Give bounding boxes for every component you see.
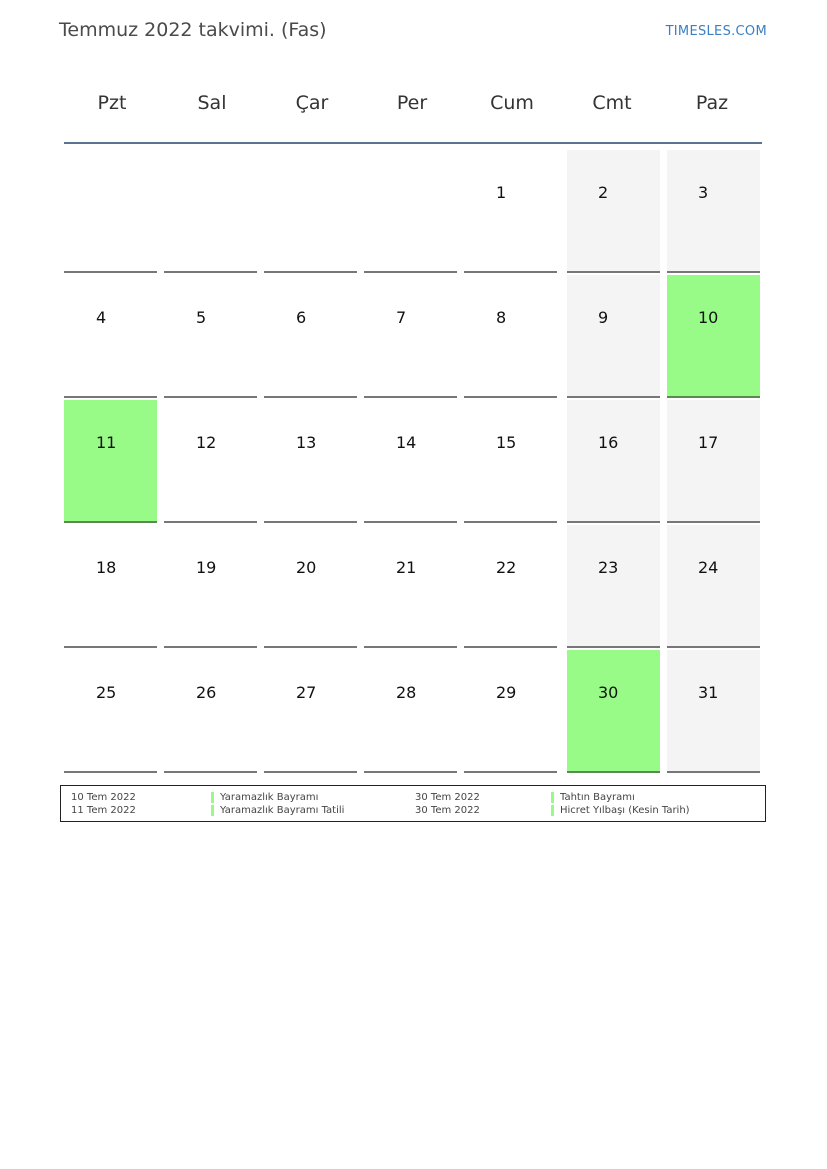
- day-cell-background: [667, 400, 760, 523]
- day-cell-background: [364, 150, 457, 273]
- holiday-day-cell: [562, 648, 662, 773]
- day-number: 22: [496, 558, 517, 577]
- weekday-label: Cum: [490, 92, 534, 114]
- day-cell: [62, 523, 162, 648]
- day-cell-background: [164, 150, 257, 273]
- legend-date: 11 Tem 2022: [71, 805, 136, 816]
- day-number: 7: [396, 308, 407, 327]
- day-cell-background: [364, 525, 457, 648]
- day-cell-background: [64, 275, 157, 398]
- day-cell-background: [64, 400, 157, 523]
- day-number: 5: [196, 308, 207, 327]
- day-cell: [262, 273, 362, 398]
- weekday-label: Per: [396, 92, 428, 114]
- day-cell: [162, 398, 262, 523]
- day-number: 25: [96, 683, 117, 702]
- day-cell-background: [64, 150, 157, 273]
- weekday-header: [62, 88, 762, 118]
- day-cell-background: [464, 525, 557, 648]
- day-cell-background: [64, 525, 157, 648]
- day-number: 2: [598, 183, 609, 202]
- day-number: 12: [196, 433, 217, 452]
- day-number: 1: [496, 183, 507, 202]
- day-number: 30: [598, 683, 619, 702]
- day-number: 18: [96, 558, 117, 577]
- day-number: 3: [698, 183, 709, 202]
- weekday-label: Pzt: [97, 92, 127, 114]
- legend-date: 10 Tem 2022: [71, 792, 136, 803]
- day-cell: [462, 273, 562, 398]
- day-number: 19: [196, 558, 217, 577]
- day-cell-background: [64, 650, 157, 773]
- day-cell: [162, 523, 262, 648]
- day-cell: [362, 648, 462, 773]
- day-cell-background: [464, 150, 557, 273]
- day-cell-background: [364, 275, 457, 398]
- day-cell: [462, 648, 562, 773]
- day-cell: [162, 648, 262, 773]
- day-cell: [562, 523, 662, 648]
- day-cell-background: [164, 650, 257, 773]
- day-cell-background: [464, 400, 557, 523]
- day-number: 21: [396, 558, 417, 577]
- day-cell-background: [464, 650, 557, 773]
- day-cell-background: [264, 525, 357, 648]
- day-cell: [662, 648, 762, 773]
- holiday-day-cell: [62, 398, 162, 523]
- day-cell: [262, 523, 362, 648]
- day-cell: [362, 398, 462, 523]
- day-number: 14: [396, 433, 417, 452]
- day-cell: [662, 523, 762, 648]
- day-cell: [562, 148, 662, 273]
- day-cell-background: [567, 525, 660, 648]
- empty-day-cell: [262, 148, 362, 273]
- day-number: 24: [698, 558, 719, 577]
- day-cell-background: [264, 650, 357, 773]
- day-cell: [462, 523, 562, 648]
- brand-link[interactable]: TIMESLES.COM: [665, 24, 767, 39]
- day-cell: [662, 398, 762, 523]
- day-cell: [62, 273, 162, 398]
- empty-day-cell: [362, 148, 462, 273]
- day-cell-background: [164, 525, 257, 648]
- day-cell-background: [567, 650, 660, 773]
- day-cell-background: [264, 275, 357, 398]
- day-number: 27: [296, 683, 317, 702]
- day-number: 26: [196, 683, 217, 702]
- day-cell-background: [164, 400, 257, 523]
- legend-row: [61, 805, 765, 818]
- day-cell: [162, 273, 262, 398]
- day-cell-background: [567, 150, 660, 273]
- day-cell: [562, 398, 662, 523]
- weekday-label: Paz: [695, 92, 729, 114]
- day-number: 31: [698, 683, 719, 702]
- page-title: Temmuz 2022 takvimi. (Fas): [59, 19, 327, 41]
- day-number: 16: [598, 433, 619, 452]
- holiday-legend: [60, 785, 766, 822]
- day-cell-background: [667, 525, 760, 648]
- day-cell-background: [264, 400, 357, 523]
- legend-holiday-name: Tahtın Bayramı: [551, 792, 635, 803]
- day-cell: [362, 273, 462, 398]
- day-cell: [562, 273, 662, 398]
- day-cell-background: [364, 400, 457, 523]
- day-number: 6: [296, 308, 307, 327]
- day-number: 13: [296, 433, 317, 452]
- day-number: 17: [698, 433, 719, 452]
- day-cell-background: [364, 650, 457, 773]
- holiday-day-cell: [662, 273, 762, 398]
- legend-date: 30 Tem 2022: [415, 792, 480, 803]
- legend-holiday-name: Yaramazlık Bayramı Tatili: [211, 805, 344, 816]
- day-cell-background: [567, 400, 660, 523]
- day-cell: [262, 648, 362, 773]
- day-cell-background: [264, 150, 357, 273]
- day-cell-background: [667, 150, 760, 273]
- day-number: 28: [396, 683, 417, 702]
- day-cell: [362, 523, 462, 648]
- day-cell: [62, 648, 162, 773]
- weekday-label: Sal: [197, 92, 227, 114]
- day-cell: [262, 398, 362, 523]
- day-number: 23: [598, 558, 619, 577]
- day-cell: [462, 398, 562, 523]
- legend-row: [61, 792, 765, 805]
- day-number: 15: [496, 433, 517, 452]
- header-divider: [64, 142, 762, 144]
- day-cell-background: [164, 275, 257, 398]
- day-cell-background: [667, 275, 760, 398]
- legend-holiday-name: Hicret Yılbaşı (Kesin Tarih): [551, 805, 690, 816]
- day-number: 11: [96, 433, 117, 452]
- day-cell-background: [464, 275, 557, 398]
- day-cell: [462, 148, 562, 273]
- empty-day-cell: [62, 148, 162, 273]
- day-cell-background: [667, 650, 760, 773]
- day-cell: [662, 148, 762, 273]
- day-number: 10: [698, 308, 719, 327]
- day-number: 29: [496, 683, 517, 702]
- legend-date: 30 Tem 2022: [415, 805, 480, 816]
- day-number: 9: [598, 308, 609, 327]
- calendar-grid: [62, 148, 766, 773]
- legend-holiday-name: Yaramazlık Bayramı: [211, 792, 318, 803]
- day-number: 4: [96, 308, 107, 327]
- day-number: 8: [496, 308, 507, 327]
- day-cell-background: [567, 275, 660, 398]
- empty-day-cell: [162, 148, 262, 273]
- weekday-label: Cmt: [592, 92, 632, 114]
- weekday-label: Çar: [295, 92, 329, 114]
- day-number: 20: [296, 558, 317, 577]
